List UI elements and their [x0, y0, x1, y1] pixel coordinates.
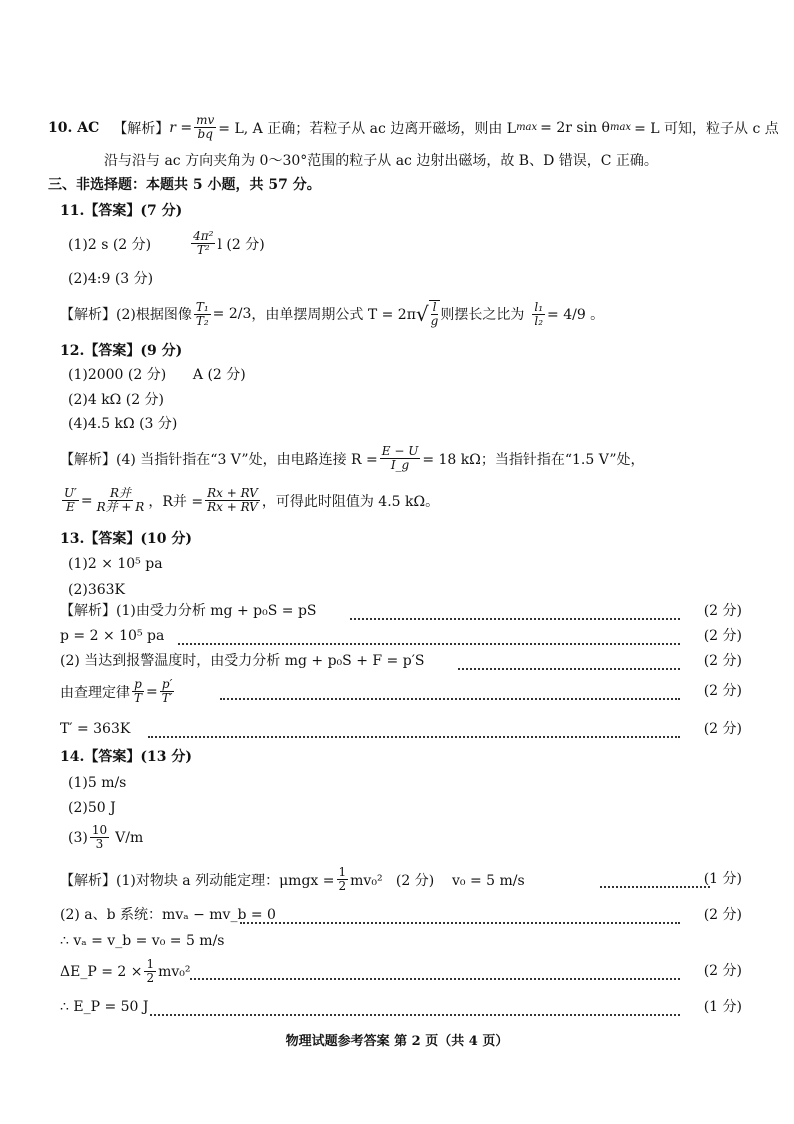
- q14-score2: (2 分): [703, 907, 742, 923]
- q11-answer1: (1)2 s (2 分) $\frac{\text{4π²}}{\text{T²}}$ l (2 分): [68, 229, 265, 257]
- q11-fraction: $\frac{\text{4π²}}{\text{T²}}$: [193, 229, 214, 257]
- q14-answer3: (3) $\frac{10}{3}$ V/m: [68, 823, 144, 851]
- q11-answer2: (2)4:9 (3 分): [68, 271, 154, 287]
- q10-text1: = L, A 正确；若粒子从 ac 边离开磁场，则由 L: [218, 120, 517, 137]
- dot-leader: [350, 604, 680, 620]
- q10-text3: = L 可知，粒子从 c 点: [634, 120, 779, 137]
- q14-step4: ΔE_P = 2 × $\frac{1}{2}$ mv₀²: [60, 957, 191, 985]
- q13-heading: 13.【答案】(10 分): [60, 531, 192, 547]
- q10-line2: 沿与沿与 ac 方向夹角为 0～30°范围的粒子从 ac 边射出磁场，故 B、D 错误，C 正确。: [104, 153, 658, 169]
- dot-leader: [458, 654, 680, 670]
- q13-score3: (2 分): [703, 653, 742, 669]
- q14-answer2: (2)50 J: [68, 800, 116, 816]
- q12-answer1: (1)2000 (2 分) A (2 分): [68, 367, 246, 383]
- section-3-heading: 三、非选择题：本题共 5 小题，共 57 分。: [48, 177, 321, 193]
- q11-analysis: 【解析】(2)根据图像 $\frac{\text{T₁}}{\text{T₂}}$ = 2/3 ，由单摆周期公式 T = 2π √ l g 则摆长之比为 $\frac{\text{l₁}}{\text{l₂}}$ = 4/9 。: [60, 299, 605, 328]
- dot-leader: [220, 684, 680, 700]
- q12-answer3: (4)4.5 kΩ (3 分): [68, 416, 178, 432]
- q14-step1: 【解析】(1)对物块 a 列动能定理：μmgx = $\frac{1}{2}$ mv₀² (2 分) v₀ = 5 m/s: [60, 865, 525, 893]
- q10-text2: = 2r sin θ: [540, 119, 610, 136]
- q13-score2: (2 分): [703, 628, 742, 644]
- q14-step2: (2) a、b 系统：mvₐ − mv_b = 0: [60, 907, 276, 923]
- dot-leader: [148, 722, 680, 738]
- q13-step5: T′ = 363K: [60, 721, 131, 737]
- q12-analysis-2: $\frac{U'}{E}$ = $\frac{\text{R并}}{\text{R并 + R}}$ ，R并 = $\frac{Rx + RV}{Rx + RV}$ ，可得此时阻值为 4.5 kΩ。: [64, 486, 440, 514]
- q10-label: 10. AC: [48, 119, 100, 136]
- q13-step1: 【解析】(1)由受力分析 mg + p₀S = pS: [60, 603, 317, 619]
- q13-answer1: (1)2 × 10⁵ pa: [68, 556, 163, 572]
- q14-answer1: (1)5 m/s: [68, 775, 127, 791]
- page-footer: 物理试题参考答案 第 2 页（共 4 页）: [285, 1034, 509, 1049]
- q10-r: r =: [169, 119, 193, 136]
- q13-score5: (2 分): [703, 721, 742, 737]
- q13-step3: (2) 当达到报警温度时，由受力分析 mg + p₀S + F = p′S: [60, 653, 425, 669]
- q14-score5: (1 分): [703, 999, 742, 1015]
- dot-leader: [190, 964, 680, 980]
- q14-heading: 14.【答案】(13 分): [60, 749, 192, 765]
- q12-heading: 12.【答案】(9 分): [60, 343, 183, 359]
- q11-heading: 11.【答案】(7 分): [60, 203, 183, 219]
- q10-fraction: $\frac{mv}{bq}$: [196, 113, 215, 141]
- q12-analysis-1: 【解析】(4) 当指针指在“3 V”处，由电路连接 R = $\frac{E - U}{I\_g}$ = 18 kΩ；当指针指在“1.5 V”处，: [60, 444, 645, 472]
- q12-answer2: (2)4 kΩ (2 分): [68, 392, 165, 408]
- q13-score4: (2 分): [703, 683, 742, 699]
- sqrt-symbol: √ l g: [415, 300, 439, 328]
- dot-leader: [150, 1000, 680, 1016]
- q13-step2: p = 2 × 10⁵ pa: [60, 628, 165, 644]
- dot-leader: [178, 629, 680, 645]
- q10-line1: 10. AC 【解析】 r = $\frac{mv}{bq}$ = L, A 正确；若粒子从 ac 边离开磁场，则由 L max = 2r sin θ max = L 可知，粒子从 c 点: [48, 113, 779, 141]
- q14-step5: ∴ E_P = 50 J: [60, 999, 149, 1015]
- dot-leader: [240, 908, 680, 924]
- dot-leader: [600, 872, 710, 888]
- q13-score1: (2 分): [703, 603, 742, 619]
- q14-score1: (1 分): [703, 871, 742, 887]
- q14-score4: (2 分): [703, 963, 742, 979]
- q14-step3: ∴ vₐ = v_b = v₀ = 5 m/s: [60, 933, 225, 949]
- q10-tag: 【解析】: [113, 120, 170, 137]
- q13-step4: 由查理定律 $\frac{p}{T}$ = $\frac{p'}{T'}$: [60, 677, 173, 705]
- q13-answer2: (2)363K: [68, 582, 126, 598]
